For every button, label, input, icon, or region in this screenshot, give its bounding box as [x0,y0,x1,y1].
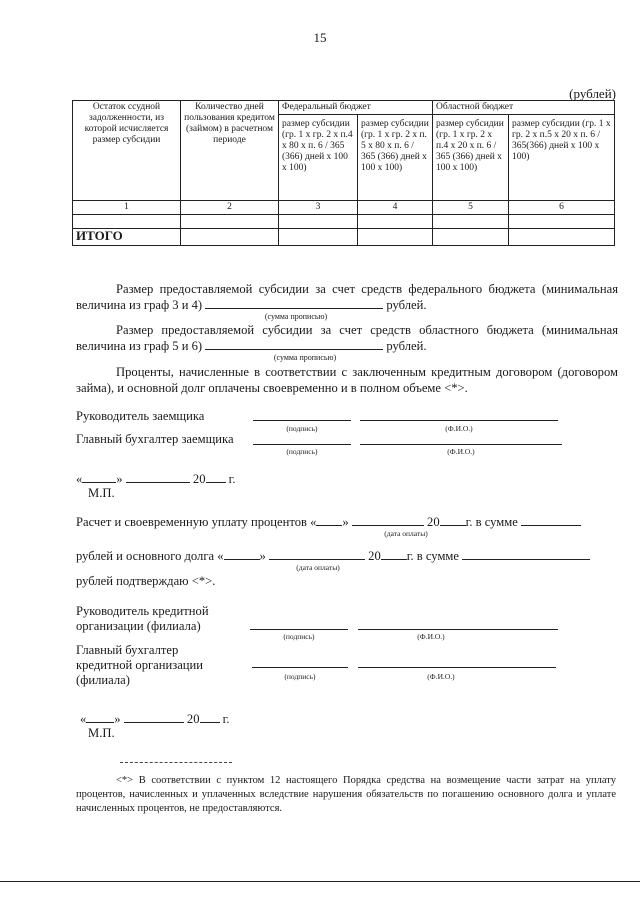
payment-line-2-text: рублей и основного долга « [76,549,224,563]
federal-subsidy-text: Размер предоставляемой субсидии за счет средств федерального бюджета (минимальная величина из граф 3 и 4) [76,282,618,312]
credit-org-accountant-label-2: кредитной организации [76,658,204,672]
close-quote: » [116,472,123,486]
column-header-4: размер субсидии (гр. 1 х гр. 2 х п. 5 х 80 х п. 6 / 365 (366) дней х 100 х 100) [358,115,433,201]
column-number: 2 [181,201,279,215]
table-cell [181,229,279,246]
year-prefix: 20 [427,515,440,529]
full-name-caption: (Ф.И.О.) [417,632,445,641]
year-suffix: г. [228,472,236,486]
signature-caption: (подпись) [286,447,318,456]
payment-line-2 [76,548,590,564]
stamp-label: М.П. [88,486,115,500]
column-header-6: размер субсидии (гр. 1 х гр. 2 х п.5 х 20 х п. 6 / 365(366) дней х 100 х 100) [509,115,615,201]
full-name-caption: (Ф.И.О.) [447,447,475,456]
regional-currency-label: рублей. [386,339,427,353]
regional-budget-header: Областной бюджет [433,101,615,115]
open-quote: « [76,472,83,486]
federal-amount-field[interactable] [205,297,383,309]
close-quote: » [114,712,121,726]
year-prefix: 20 [368,549,381,563]
credit-org-head-label-1: Руководитель кредитной [76,604,209,618]
total-row [73,229,615,246]
borrower-accountant-label: Главный бухгалтер заемщика [76,432,234,446]
stamp-label: М.П. [88,726,115,740]
borrower-head-label: Руководитель заемщика [76,409,205,423]
total-label: ИТОГО [73,229,181,246]
column-number: 5 [433,201,509,215]
payment-year-field[interactable] [440,514,466,526]
page-bottom-rule [0,881,640,882]
federal-budget-header: Федеральный бюджет [279,101,433,115]
year-suffix: г. [222,712,230,726]
signature-caption: (подпись) [286,424,318,433]
payment-amount-prefix: г. в сумме [465,515,518,529]
debt-year-field[interactable] [381,548,407,560]
payment-line-1-text: Расчет и своевременную уплату процентов « [76,515,317,529]
payment-day-field[interactable] [316,514,342,526]
month-field[interactable] [124,711,184,723]
payment-line-1 [76,514,581,530]
subsidy-table [72,100,615,246]
debt-amount-prefix: г. в сумме [406,549,459,563]
column-header-1: Остаток ссудной задолженности, из которой исчисляется размер субсидии [73,101,181,201]
debt-amount-field[interactable] [462,548,590,560]
month-field[interactable] [126,471,190,483]
debt-day-field[interactable] [224,548,260,560]
interest-paragraph: Проценты, начисленные в соответствии с заключенным кредитным договором (договором займа), и основной долг оплачены своевременно и в полном объеме <*>. [76,365,618,395]
table-cell [279,215,358,229]
page-number: 15 [313,30,327,45]
table-cell [433,229,509,246]
full-name-caption: (Ф.И.О.) [427,672,455,681]
credit-org-head-signature-field[interactable] [250,629,348,630]
amount-in-words-caption: (сумма прописью) [264,312,328,321]
table-cell [509,229,615,246]
year-field[interactable] [200,711,220,723]
borrower-accountant-name-field[interactable] [360,444,562,445]
table-cell [358,215,433,229]
column-number: 3 [279,201,358,215]
day-field[interactable] [82,471,116,483]
footnote-divider [120,762,232,763]
date-line [76,471,236,487]
interest-amount-field[interactable] [521,514,581,526]
column-header-3: размер субсидии (гр. 1 х гр. 2 х п.4 х 80 х п. 6 / 365 (366) дней х 100 х 100) [279,115,358,201]
close-quote: » [342,515,349,529]
date-line [80,711,230,727]
regional-subsidy-text: Размер предоставляемой субсидии за счет средств областного бюджета (минимальная величина из граф 5 и 6) [76,323,618,353]
federal-currency-label: рублей. [386,298,427,312]
payment-confirm-text: рублей подтверждаю <*>. [76,574,216,588]
close-quote: » [259,549,266,563]
column-numbers-row [73,201,615,215]
table-cell [181,215,279,229]
regional-amount-field[interactable] [205,338,383,350]
credit-org-accountant-label-3: (филиала) [76,673,130,687]
column-header-5: размер субсидии (гр. 1 х гр. 2 х п.4 х 20 х п. 6 / 365 (366) дней х 100 х 100) [433,115,509,201]
signature-caption: (подпись) [284,672,316,681]
credit-org-accountant-name-field[interactable] [358,667,556,668]
debt-month-field[interactable] [269,548,365,560]
year-field[interactable] [206,471,226,483]
credit-org-head-name-field[interactable] [358,629,558,630]
footnote-text: <*> В соответствии с пунктом 12 настоящего Порядка средства на возмещение части затрат на уплату процентов, начисленных и уплаченных вследствие нарушения обязательств по погашению основного долга и уплате начисленных процентов, не предоставляются. [76,775,616,814]
credit-org-head-label-2: организации (филиала) [76,619,201,633]
borrower-head-name-field[interactable] [360,420,558,421]
units-label: (рублей) [569,86,616,101]
borrower-head-signature-field[interactable] [253,420,351,421]
federal-subsidy-paragraph [76,281,618,313]
table-cell [279,229,358,246]
full-name-caption: (Ф.И.О.) [445,424,473,433]
table-cell [433,215,509,229]
column-number: 4 [358,201,433,215]
year-prefix: 20 [192,472,206,486]
table-cell [73,215,181,229]
signature-caption: (подпись) [283,632,315,641]
payment-date-caption: (дата оплаты) [296,563,340,572]
credit-org-accountant-signature-field[interactable] [252,667,348,668]
regional-subsidy-paragraph [76,322,618,354]
payment-month-field[interactable] [352,514,424,526]
payment-date-caption: (дата оплаты) [384,529,428,538]
column-header-2: Количество дней пользования кредитом (займом) в расчетном периоде [181,101,279,201]
table-row [73,215,615,229]
column-number: 1 [73,201,181,215]
year-prefix: 20 [186,712,200,726]
column-number: 6 [509,201,615,215]
amount-in-words-caption: (сумма прописью) [273,353,337,362]
borrower-accountant-signature-field[interactable] [253,444,351,445]
table-cell [358,229,433,246]
day-field[interactable] [86,711,114,723]
table-cell [509,215,615,229]
open-quote: « [80,712,87,726]
credit-org-accountant-label-1: Главный бухгалтер [76,643,179,657]
